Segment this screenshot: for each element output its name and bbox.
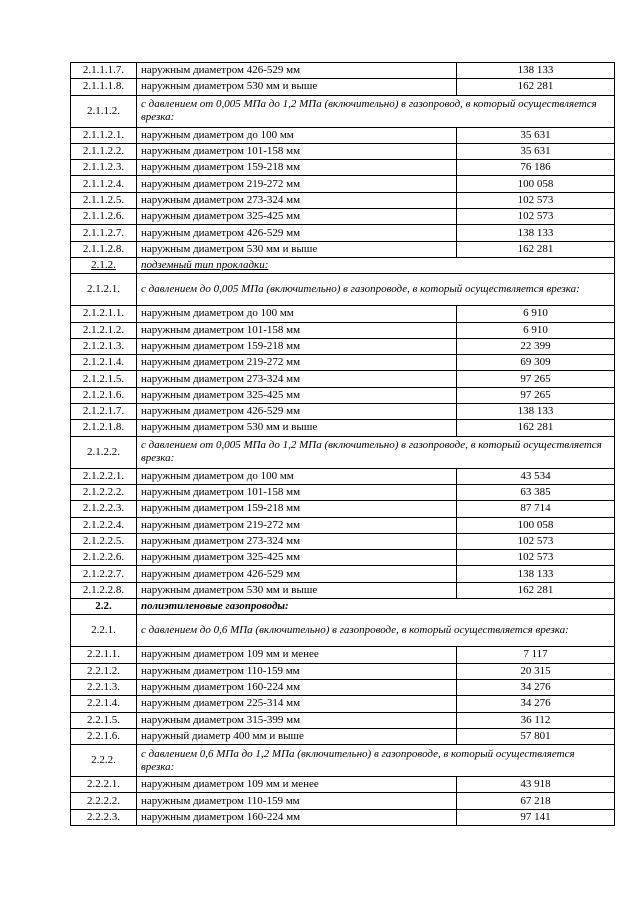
row-description: наружным диаметром 219-272 мм xyxy=(137,176,457,192)
row-value: 138 133 xyxy=(457,404,615,420)
row-description: наружным диаметром 160-224 мм xyxy=(137,679,457,695)
row-number: 2.2.1.3. xyxy=(71,679,137,695)
row-number: 2.1.1.2.5. xyxy=(71,192,137,208)
group-header-row xyxy=(71,95,615,127)
row-value: 97 265 xyxy=(457,387,615,403)
table-row xyxy=(71,679,615,695)
row-number: 2.2.2.2. xyxy=(71,793,137,809)
row-number: 2.2.1.4. xyxy=(71,696,137,712)
row-number: 2.1.2.1.5. xyxy=(71,371,137,387)
row-number: 2.1.2.2.3. xyxy=(71,501,137,517)
row-value: 20 315 xyxy=(457,663,615,679)
table-row xyxy=(71,777,615,793)
row-number: 2.1.1.2.4. xyxy=(71,176,137,192)
row-number: 2.1.2.1.6. xyxy=(71,387,137,403)
row-description: наружным диаметром 325-425 мм xyxy=(137,387,457,403)
row-value: 7 117 xyxy=(457,647,615,663)
row-number: 2.1.1.1.8. xyxy=(71,79,137,95)
table-row xyxy=(71,582,615,598)
row-number: 2.2. xyxy=(71,599,137,615)
row-number: 2.2.1.1. xyxy=(71,647,137,663)
table-row xyxy=(71,550,615,566)
row-number: 2.2.1.5. xyxy=(71,712,137,728)
row-value: 138 133 xyxy=(457,225,615,241)
row-value: 22 399 xyxy=(457,338,615,354)
row-description: наружным диаметром 426-529 мм xyxy=(137,63,457,79)
row-description: наружным диаметром 426-529 мм xyxy=(137,404,457,420)
table-row xyxy=(71,192,615,208)
table-row xyxy=(71,355,615,371)
row-value: 102 573 xyxy=(457,533,615,549)
row-number: 2.1.1.2.2. xyxy=(71,143,137,159)
table-row xyxy=(71,728,615,744)
row-value: 63 385 xyxy=(457,484,615,500)
row-number: 2.1.2.2.2. xyxy=(71,484,137,500)
row-number: 2.1.2.1.3. xyxy=(71,338,137,354)
row-number: 2.1.2.1.4. xyxy=(71,355,137,371)
table-row xyxy=(71,533,615,549)
table-row xyxy=(71,387,615,403)
row-description: наружным диаметром 315-399 мм xyxy=(137,712,457,728)
row-number: 2.2.1.2. xyxy=(71,663,137,679)
row-description: наружным диаметром 159-218 мм xyxy=(137,338,457,354)
row-value: 43 918 xyxy=(457,777,615,793)
table-row xyxy=(71,647,615,663)
table-row xyxy=(71,371,615,387)
table-row xyxy=(71,322,615,338)
row-value: 100 058 xyxy=(457,176,615,192)
table-row xyxy=(71,517,615,533)
row-number: 2.1.1.2.3. xyxy=(71,160,137,176)
row-number: 2.2.1. xyxy=(71,615,137,647)
row-description: наружным диаметром 530 мм и выше xyxy=(137,241,457,257)
row-description: наружным диаметром 325-425 мм xyxy=(137,550,457,566)
row-value: 97 141 xyxy=(457,809,615,825)
header-text: с давлением до 0,6 МПа (включительно) в газопроводе, в который осуществляется врезка: xyxy=(137,615,615,647)
row-value: 34 276 xyxy=(457,696,615,712)
row-description: наружным диаметром 110-159 мм xyxy=(137,663,457,679)
row-description: наружным диаметром 426-529 мм xyxy=(137,225,457,241)
row-description: наружным диаметром 109 мм и менее xyxy=(137,777,457,793)
row-value: 34 276 xyxy=(457,679,615,695)
table-row xyxy=(71,566,615,582)
row-value: 35 631 xyxy=(457,127,615,143)
row-description: наружным диаметром 219-272 мм xyxy=(137,355,457,371)
row-value: 76 186 xyxy=(457,160,615,176)
section-header-row xyxy=(71,599,615,615)
row-description: наружным диаметром 426-529 мм xyxy=(137,566,457,582)
table-row xyxy=(71,63,615,79)
row-number: 2.1.2.1.7. xyxy=(71,404,137,420)
header-text: с давлением 0,6 МПа до 1,2 МПа (включительно) в газопроводе, в который осуществляется врезка: xyxy=(137,745,615,777)
header-text: с давлением до 0,005 МПа (включительно) в газопроводе, в который осуществляется врезка: xyxy=(137,274,615,306)
row-number: 2.2.1.6. xyxy=(71,728,137,744)
row-value: 102 573 xyxy=(457,192,615,208)
row-value: 87 714 xyxy=(457,501,615,517)
table-row xyxy=(71,143,615,159)
row-description: наружным диаметром 101-158 мм xyxy=(137,322,457,338)
row-description: наружным диаметром до 100 мм xyxy=(137,468,457,484)
table-row xyxy=(71,404,615,420)
row-description: наружным диаметром 530 мм и выше xyxy=(137,582,457,598)
header-text: полиэтиленовые газопроводы: xyxy=(137,599,615,615)
row-value: 6 910 xyxy=(457,322,615,338)
row-value: 36 112 xyxy=(457,712,615,728)
table-row xyxy=(71,468,615,484)
row-number: 2.1.2.2.6. xyxy=(71,550,137,566)
row-value: 97 265 xyxy=(457,371,615,387)
row-number: 2.1.2. xyxy=(71,257,137,273)
row-value: 162 281 xyxy=(457,420,615,436)
row-description: наружным диаметром 101-158 мм xyxy=(137,484,457,500)
row-description: наружным диаметром 273-324 мм xyxy=(137,533,457,549)
row-value: 6 910 xyxy=(457,306,615,322)
document-page xyxy=(70,62,614,826)
group-header-row xyxy=(71,615,615,647)
table-row xyxy=(71,225,615,241)
tariff-table xyxy=(70,62,615,826)
group-header-row xyxy=(71,745,615,777)
table-row xyxy=(71,176,615,192)
row-description: наружным диаметром 273-324 мм xyxy=(137,192,457,208)
row-number: 2.1.2.2.5. xyxy=(71,533,137,549)
row-value: 102 573 xyxy=(457,550,615,566)
tariff-table-body xyxy=(71,63,615,826)
row-number: 2.2.2. xyxy=(71,745,137,777)
row-number: 2.1.1.2. xyxy=(71,95,137,127)
group-header-row xyxy=(71,436,615,468)
row-description: наружным диаметром 530 мм и выше xyxy=(137,420,457,436)
row-number: 2.1.2.2.7. xyxy=(71,566,137,582)
row-number: 2.1.2.1.8. xyxy=(71,420,137,436)
row-description: наружным диаметром 530 мм и выше xyxy=(137,79,457,95)
row-number: 2.1.1.2.8. xyxy=(71,241,137,257)
table-row xyxy=(71,209,615,225)
row-number: 2.1.1.2.1. xyxy=(71,127,137,143)
row-number: 2.1.2.2.4. xyxy=(71,517,137,533)
table-row xyxy=(71,501,615,517)
header-text: подземный тип прокладки: xyxy=(137,257,615,273)
row-description: наружным диаметром 219-272 мм xyxy=(137,517,457,533)
subsection-header-row xyxy=(71,257,615,273)
table-row xyxy=(71,712,615,728)
table-row xyxy=(71,809,615,825)
group-header-row xyxy=(71,274,615,306)
row-description: наружный диаметр 400 мм и выше xyxy=(137,728,457,744)
row-value: 162 281 xyxy=(457,582,615,598)
row-description: наружным диаметром 159-218 мм xyxy=(137,160,457,176)
row-number: 2.1.2.1.2. xyxy=(71,322,137,338)
row-number: 2.1.1.2.7. xyxy=(71,225,137,241)
table-row xyxy=(71,127,615,143)
header-text: с давлением от 0,005 МПа до 1,2 МПа (включительно) в газопровод, в который осуществляется врезка: xyxy=(137,95,615,127)
table-row xyxy=(71,420,615,436)
row-description: наружным диаметром 273-324 мм xyxy=(137,371,457,387)
table-row xyxy=(71,79,615,95)
row-description: наружным диаметром 110-159 мм xyxy=(137,793,457,809)
row-description: наружным диаметром 325-425 мм xyxy=(137,209,457,225)
table-row xyxy=(71,793,615,809)
row-value: 102 573 xyxy=(457,209,615,225)
row-number: 2.1.1.2.6. xyxy=(71,209,137,225)
table-row xyxy=(71,306,615,322)
table-row xyxy=(71,338,615,354)
row-number: 2.2.2.3. xyxy=(71,809,137,825)
row-value: 67 218 xyxy=(457,793,615,809)
row-value: 100 058 xyxy=(457,517,615,533)
header-text: с давлением от 0,005 МПа до 1,2 МПа (включительно) в газопроводе, в который осуществляется врезка: xyxy=(137,436,615,468)
row-value: 138 133 xyxy=(457,63,615,79)
row-number: 2.2.2.1. xyxy=(71,777,137,793)
row-description: наружным диаметром 159-218 мм xyxy=(137,501,457,517)
row-value: 69 309 xyxy=(457,355,615,371)
row-description: наружным диаметром до 100 мм xyxy=(137,127,457,143)
table-row xyxy=(71,160,615,176)
row-description: наружным диаметром 225-314 мм xyxy=(137,696,457,712)
table-row xyxy=(71,484,615,500)
row-value: 138 133 xyxy=(457,566,615,582)
row-description: наружным диаметром до 100 мм xyxy=(137,306,457,322)
row-value: 43 534 xyxy=(457,468,615,484)
row-description: наружным диаметром 109 мм и менее xyxy=(137,647,457,663)
row-number: 2.1.2.2. xyxy=(71,436,137,468)
row-number: 2.1.1.1.7. xyxy=(71,63,137,79)
table-row xyxy=(71,696,615,712)
row-number: 2.1.2.1. xyxy=(71,274,137,306)
row-description: наружным диаметром 101-158 мм xyxy=(137,143,457,159)
row-value: 35 631 xyxy=(457,143,615,159)
row-number: 2.1.2.1.1. xyxy=(71,306,137,322)
table-row xyxy=(71,241,615,257)
table-row xyxy=(71,663,615,679)
row-value: 162 281 xyxy=(457,241,615,257)
row-value: 57 801 xyxy=(457,728,615,744)
row-number: 2.1.2.2.8. xyxy=(71,582,137,598)
row-number: 2.1.2.2.1. xyxy=(71,468,137,484)
row-value: 162 281 xyxy=(457,79,615,95)
row-description: наружным диаметром 160-224 мм xyxy=(137,809,457,825)
